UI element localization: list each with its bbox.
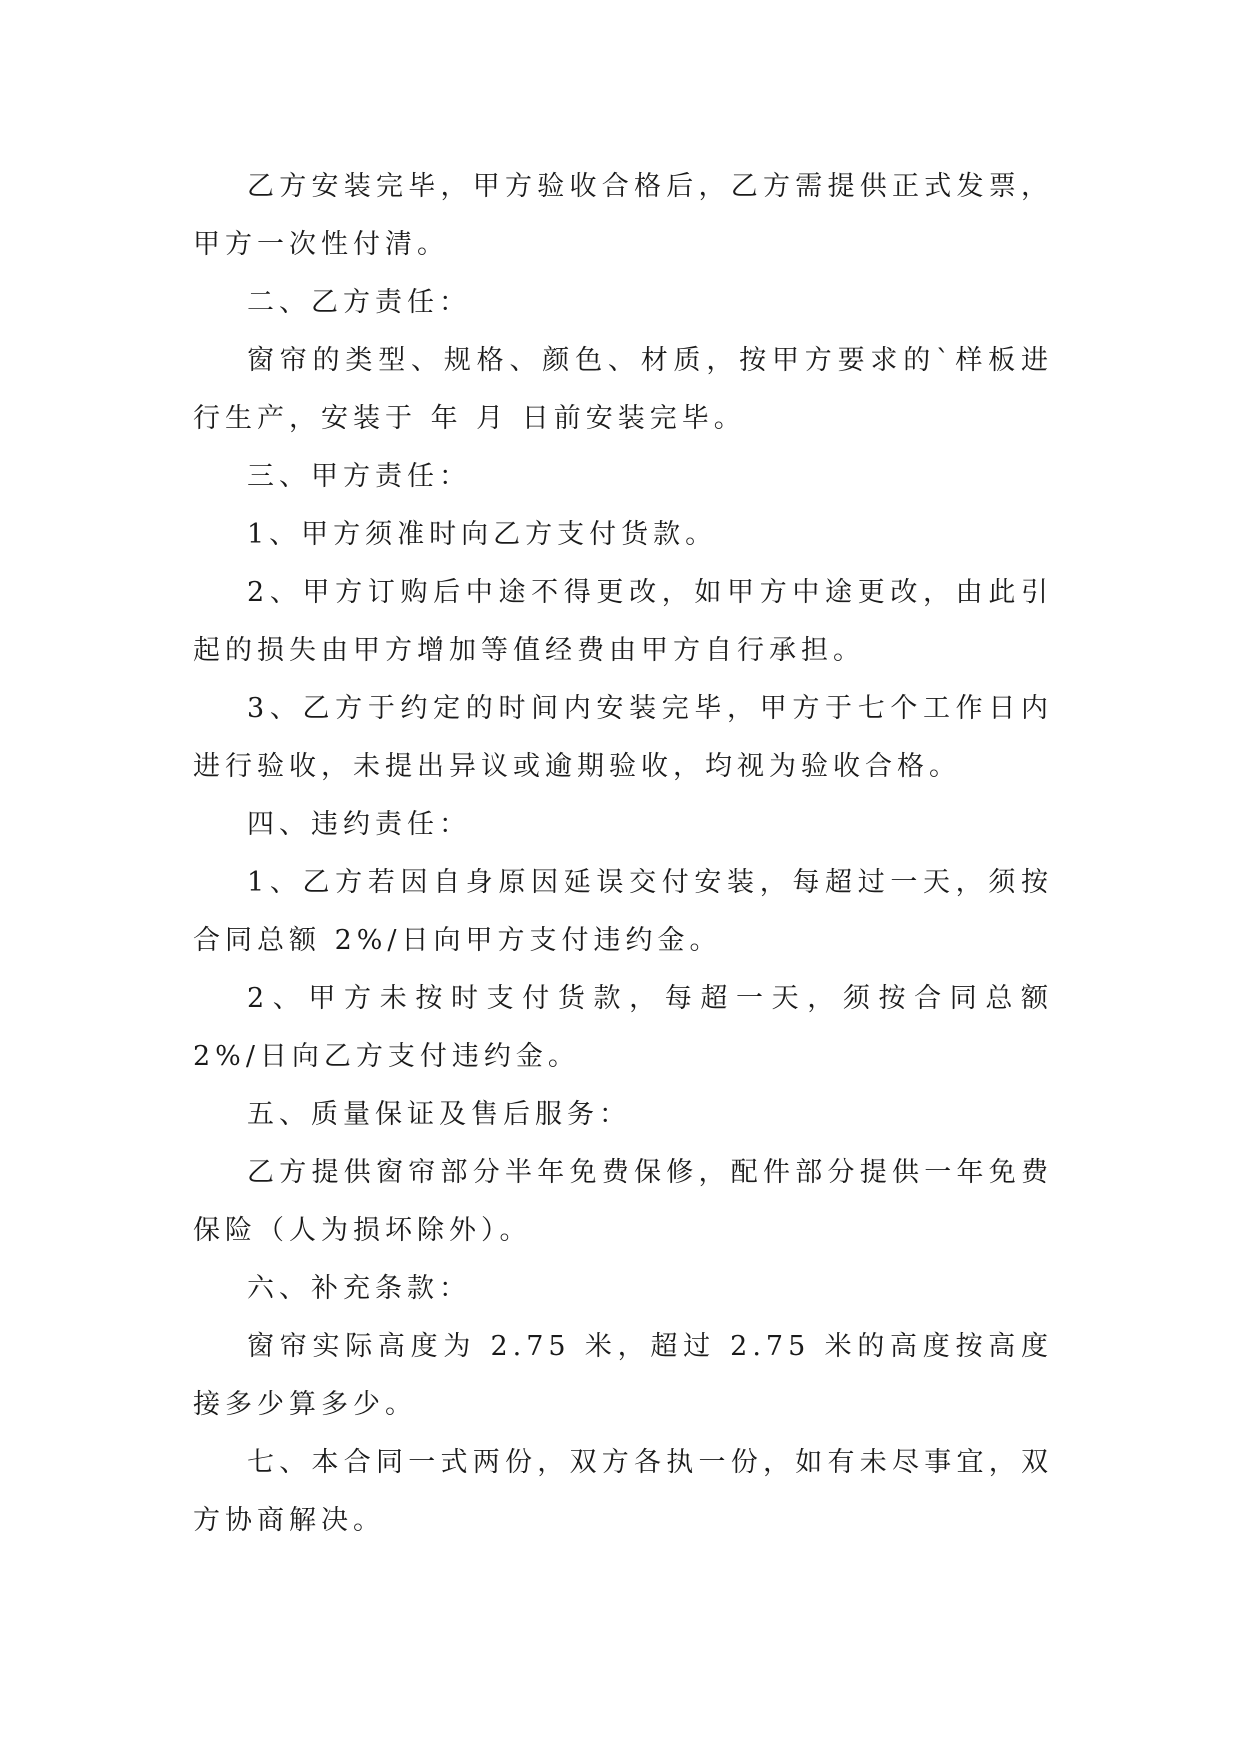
- paragraph-breach-2: 2、甲方未按时支付货款，每超一天，须按合同总额 2%/日向乙方支付违约金。: [193, 983, 1053, 1072]
- paragraph-party-a-3: 3、乙方于约定的时间内安装完毕，甲方于七个工作日内进行验收，未提出异议或逾期验收，均视为验收合格。: [193, 693, 1053, 782]
- paragraph-party-a-2: 2、甲方订购后中途不得更改，如甲方中途更改，由此引起的损失由甲方增加等值经费由甲方自行承担。: [193, 577, 1053, 666]
- document-body: [193, 158, 1053, 1550]
- paragraph-party-a-1: 1、甲方须准时向乙方支付货款。: [247, 519, 718, 550]
- paragraph-payment: 乙方安装完毕，甲方验收合格后，乙方需提供正式发票，甲方一次性付清。: [193, 171, 1053, 260]
- heading-breach: 四、违约责任：: [247, 809, 471, 840]
- paragraph-curtain-spec: 窗帘的类型、规格、颜色、材质，按甲方要求的`样板进行生产，安装于 年 月 日前安装完毕。: [193, 345, 1053, 434]
- paragraph-breach-1: 1、乙方若因自身原因延误交付安装，每超过一天，须按合同总额 2%/日向甲方支付违约金。: [193, 867, 1053, 956]
- heading-warranty: 五、质量保证及售后服务：: [247, 1099, 631, 1130]
- paragraph-warranty: 乙方提供窗帘部分半年免费保修，配件部分提供一年免费保险（人为损坏除外）。: [193, 1157, 1053, 1246]
- paragraph-copies: 七、本合同一式两份，双方各执一份，如有未尽事宜，双方协商解决。: [193, 1447, 1053, 1536]
- heading-party-a-duties: 三、甲方责任：: [247, 461, 471, 492]
- heading-supplementary: 六、补充条款：: [247, 1273, 471, 1304]
- heading-party-b-duties: 二、乙方责任：: [247, 287, 471, 318]
- paragraph-supplementary: 窗帘实际高度为 2.75 米，超过 2.75 米的高度按高度接多少算多少。: [193, 1331, 1053, 1420]
